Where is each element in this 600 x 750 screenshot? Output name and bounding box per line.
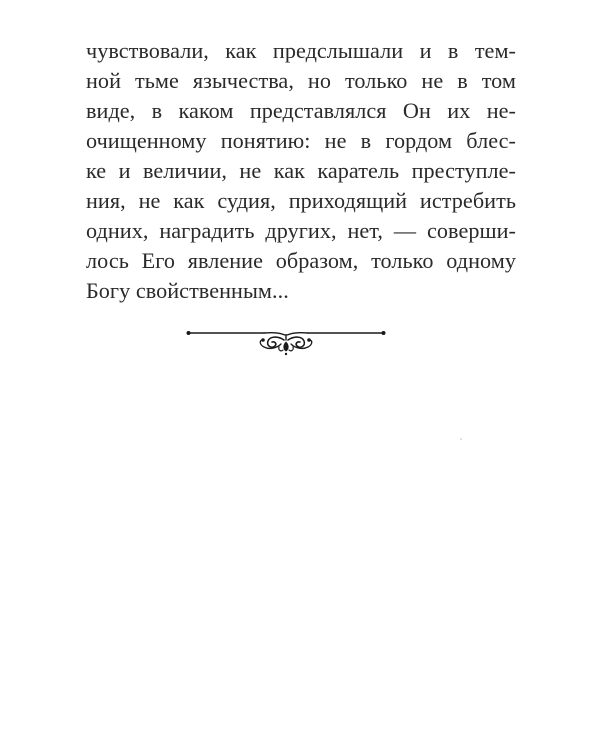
text-line: лось Его явление образом, только одному xyxy=(86,248,516,273)
paragraph xyxy=(86,36,516,306)
text-line: чувствовали, как предслышали и в тем- xyxy=(86,38,516,63)
text-line: ной тьме язычества, но только не в том xyxy=(86,68,516,93)
text-line: ке и величии, не как каратель преступле- xyxy=(86,158,516,183)
paper-speck xyxy=(460,438,462,440)
text-line: Богу свойственным... xyxy=(86,278,289,303)
text-line: виде, в каком представлялся Он их не- xyxy=(86,98,516,123)
text-line: очищенному понятию: не в гордом блес- xyxy=(86,128,516,153)
text-line: ния, не как судия, приходящий истребить xyxy=(86,188,516,213)
text-line: одних, наградить других, нет, — соверши- xyxy=(86,218,516,243)
flourish-divider-icon xyxy=(186,318,386,358)
